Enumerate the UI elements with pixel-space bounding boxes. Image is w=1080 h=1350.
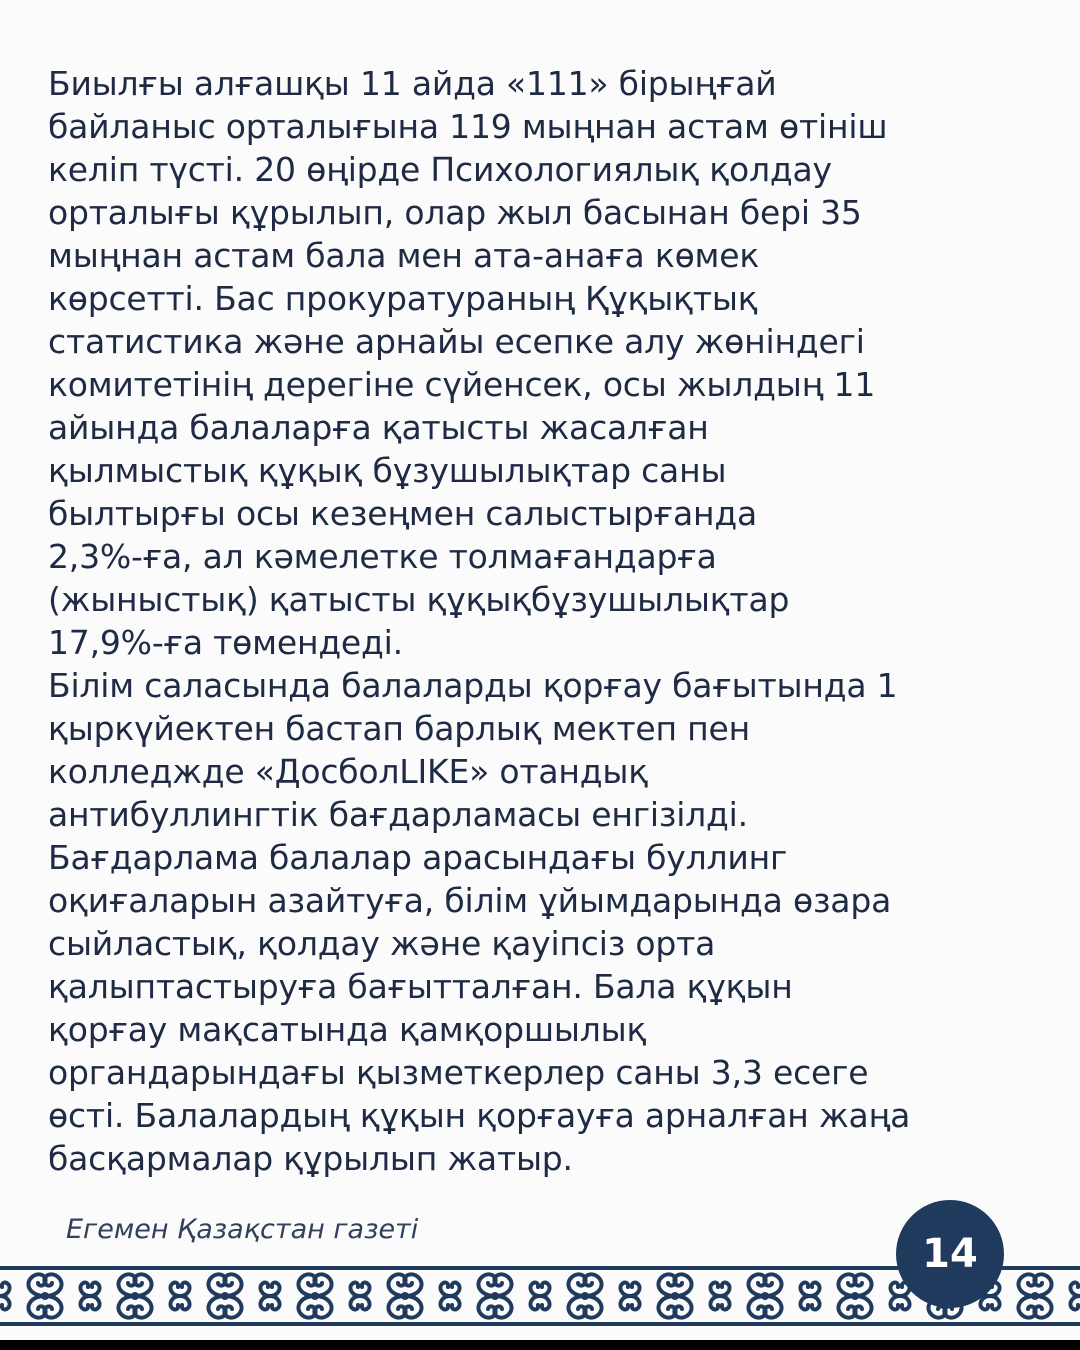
- bottom-divider: [0, 1340, 1080, 1350]
- paragraph-education: Білім саласында балаларды қорғау бағытында 1 қыркүйектен бастап барлық мектеп пен колледжде «ДосболLIKE» отандық антибуллингтік бағдарламасы енгізілді. Бағдарлама балалар арасындағы буллинг оқиғаларын азайтуға, білім ұйымдарында өзара сыйластық, қолдау және қауіпсіз орта қалыптастыруға бағытталған. Бала құқын қорғау мақсатында қамқоршылық органдарындағы қызметкерлер саны 3,3 есеге өсті. Балалардың құқын қорғауға арналған жаңа басқармалар құрылып жатыр.: [48, 666, 911, 1178]
- paragraph-statistics: Биылғы алғашқы 11 айда «111» бірыңғай байланыс орталығына 119 мыңнан астам өтініш келіп түсті. 20 өңірде Психологиялық қолдау орталығы құрылып, олар жыл басынан бері 35 мыңнан астам бала мен ата-анаға көмек көрсетті. Бас прокуратураның Құқықтық статистика және арнайы есепке алу жөніндегі комитетінің дерегіне сүйенсек, осы жылдың 11 айында балаларға қатысты жасалған қылмыстық құқық бұзушылықтар саны былтырғы осы кезеңмен салыстырғанда 2,3%-ға, ал кәмелетке толмағандарға (жыныстық) қатысты құқықбұзушылықтар 17,9%-ға төмендеді.: [48, 64, 888, 662]
- source-caption: Егемен Қазақстан газеті: [66, 1214, 419, 1245]
- page-number-badge: [896, 1200, 1004, 1308]
- page-number: 14: [922, 1231, 978, 1277]
- article-body: [48, 62, 1058, 1180]
